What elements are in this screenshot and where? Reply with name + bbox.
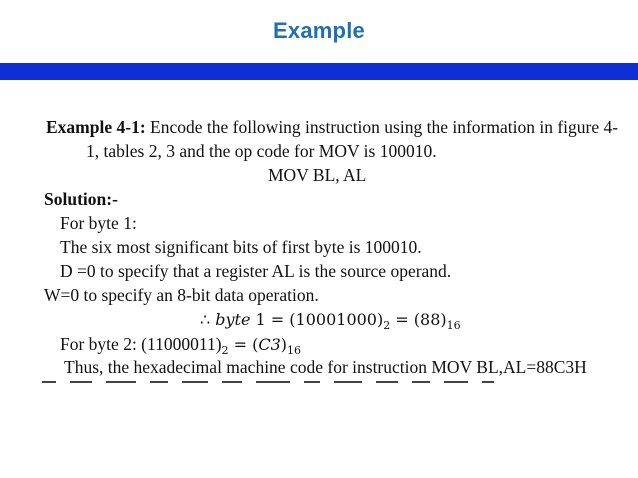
example-instruction: MOV BL, AL [268, 165, 367, 185]
byte1-binary-base: 2 [383, 319, 391, 332]
byte2-prefix: For byte 2: (11000011) [60, 334, 222, 354]
solution-heading: Solution:- [44, 189, 118, 209]
byte1-heading: For byte 1: [60, 213, 137, 233]
byte1-hex-base: 16 [446, 319, 461, 332]
byte-variable: byte [215, 310, 251, 329]
byte2-hex-value: C3 [258, 335, 281, 354]
six-bits-line: The six most significant bits of first byte is 100010. [60, 237, 422, 257]
example-statement-line2: 1, tables 2, 3 and the op code for MOV is 100010. [86, 141, 437, 161]
byte2-equals: = ( [228, 335, 259, 354]
example-text-line1: Encode the following instruction using the information in figure 4- [150, 117, 619, 137]
w-bit-line: W=0 to specify an 8-bit data operation. [44, 285, 319, 305]
byte2-line [60, 334, 301, 355]
byte1-hex: = (88) [390, 310, 447, 329]
byte2-close: ) [280, 335, 288, 354]
conclusion-line: Thus, the hexadecimal machine code for instruction MOV BL,AL=88C3H [64, 357, 587, 377]
cropped-text-fragment [42, 381, 602, 385]
example-statement-line1 [46, 117, 618, 137]
byte1-equation [200, 310, 461, 330]
example-label: Example 4-1: [46, 117, 146, 137]
byte1-binary: 1 = (10001000) [250, 310, 384, 329]
byte2-binary-base: 2 [221, 344, 229, 357]
byte2-hex-base: 16 [287, 344, 302, 357]
d-bit-line: D =0 to specify that a register AL is the source operand. [60, 261, 452, 281]
therefore-symbol: ∴ [200, 310, 216, 329]
slide-title: Example [273, 18, 365, 43]
